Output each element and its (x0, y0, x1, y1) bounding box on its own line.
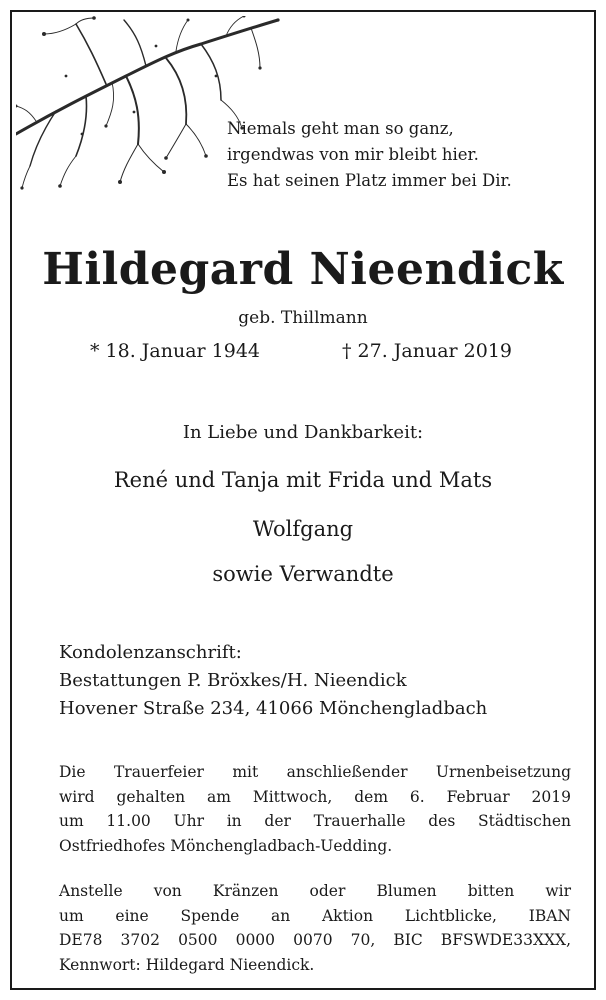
donation-line: Anstelle von Kränzen oder Blumen bitten wir (59, 882, 571, 900)
condolence-address (59, 639, 487, 723)
birth-date: * 18. Januar 1944 (90, 340, 261, 362)
deceased-name: Hildegard Nieendick (42, 244, 564, 295)
funeral-line: Die Trauerfeier mit anschließender Urnenbeisetzung (59, 763, 571, 781)
birth-name: geb. Thillmann (238, 308, 368, 328)
donation-line: Kennwort: Hildegard Nieendick. (59, 955, 315, 974)
death-date: † 27. Januar 2019 (342, 340, 513, 362)
donation-line: um eine Spende an Aktion Lichtblicke, IBAN (59, 906, 571, 925)
funeral-notice (59, 760, 571, 858)
condolence-line: Hovener Straße 234, 41066 Mönchengladbach (59, 698, 488, 719)
mourner-line: René und Tanja mit Frida und Mats (113, 468, 493, 492)
condolence-line: Bestattungen P. Bröxkes/H. Nieendick (59, 670, 407, 691)
condolence-line: Kondolenzanschrift: (59, 642, 242, 663)
donation-line: DE78 3702 0500 0000 0070 70, BIC BFSWDE33XXX, (59, 931, 571, 949)
funeral-line: wird gehalten am Mittwoch, dem 6. Februar 2019 (59, 787, 571, 806)
obituary-frame (10, 10, 596, 990)
poem (227, 116, 512, 194)
poem-line: irgendwas von mir bleibt hier. (227, 145, 479, 164)
donation-notice (59, 879, 571, 977)
mourner-line: sowie Verwandte (212, 562, 394, 586)
poem-line: Niemals geht man so ganz, (227, 119, 454, 138)
poem-line: Es hat seinen Platz immer bei Dir. (227, 171, 512, 190)
funeral-line: um 11.00 Uhr in der Trauerhalle des Städtischen (59, 812, 571, 830)
mourners-intro: In Liebe und Dankbarkeit: (182, 422, 424, 443)
mourner-line: Wolfgang (252, 517, 354, 541)
funeral-line: Ostfriedhofes Mönchengladbach-Uedding. (59, 836, 393, 855)
